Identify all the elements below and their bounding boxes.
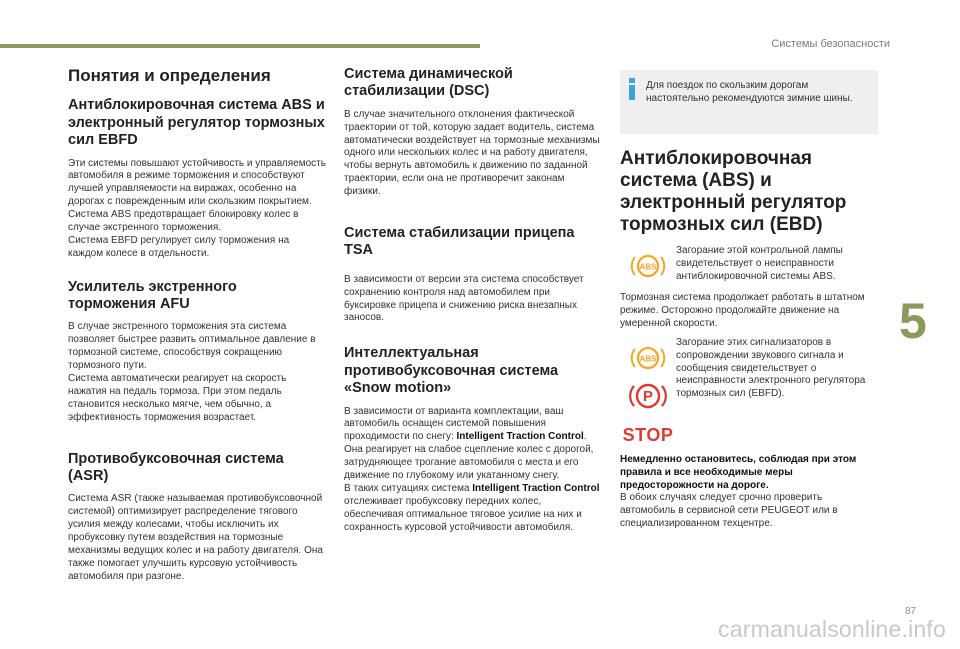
stop-warning-icon: STOP: [622, 424, 674, 445]
parking-brake-warning-icon: [628, 379, 668, 413]
svg-text:ABS: ABS: [639, 354, 657, 364]
asr-heading: Противобуксовочная система (ASR): [68, 450, 284, 484]
abs-warning-text: Загорание этой контрольной лампы свидетельствует о неисправности антиблокировочной системы ABS.: [676, 245, 843, 283]
abs-ebd-heading: Антиблокировочная система (ABS) и электронный регулятор тормозных сил (EBD): [620, 148, 847, 235]
column-right: [620, 70, 878, 531]
abs-warning-lamp-icon-2: [628, 343, 668, 373]
ebfd-warning-text: Загорание этих сигнализаторов в сопровождении звукового сигнала и сообщения свидетельствует о неисправности электронного регулятора тормозных сил (EBFD).: [676, 336, 866, 400]
tsa-heading: Система стабилизации прицепа TSA: [344, 225, 575, 259]
dsc-text: В случае значительного отклонения фактической траектории от той, которую задает водитель, система автоматически воздействует на тормозные механизмы одного или нескольких колес и на работу двигателя, чтобы вернуть автомобиль к движению по заданной траектории, если она не противоречит законам физики.: [344, 108, 600, 198]
ebfd-warning-row: [620, 337, 878, 446]
abs-ebfd-text: Эти системы повышают устойчивость и управляемость автомобиля в режиме торможения и способствуют лучшей управляемости на виражах, особенно на дорогах с поврежденным или скользким покрытием. Система ABS предотвращает блокировку колес в случае экстренного торможения. Система EBFD регулирует силу торможения на каждом колесе в отдельности.: [68, 157, 326, 259]
abs-warning-row: [620, 245, 878, 284]
svg-text:P: P: [642, 387, 654, 405]
dsc-heading: Система динамической стабилизации (DSC): [344, 66, 513, 100]
column-middle: [344, 66, 602, 534]
page-title: Понятия и определения: [68, 66, 271, 85]
abs-icon-label: ABS: [639, 262, 657, 272]
info-box: [620, 70, 878, 134]
watermark: carmanualsonline.info: [718, 616, 946, 642]
abs-warning-lamp-icon: [628, 251, 668, 281]
chapter-number: 5: [899, 293, 927, 349]
column-left: [68, 66, 326, 584]
asr-text: Система ASR (также называемая противобуксовочной системой) оптимизирует распределение тягового усилия между колесами, чтобы исключить их пробуксовку путем воздействия на тормозные механизмы ведущих колес и на работу двигателя. Она также помогает улучшить курсовую устойчивость автомобиля при разгоне.: [68, 493, 323, 582]
snow-motion-text: В зависимости от варианта комплектации, ваш автомобиль оснащен системой повышения проходимости по снегу: Intelligent Traction Control. Она реагирует на слабое сцепление колес с дорогой, затрудняющее трогание автомобиля с места и его движение по глубокому или укатанному снегу. В таких ситуациях система Intelligent Traction Control отслеживает пробуксовку передних колес, обеспечивая оптимальное тяговое усилие на них и сохранность курсовой устойчивости автомобиля.: [344, 405, 600, 533]
snow-motion-heading: Интеллектуальная противобуксовочная система «Snow motion»: [344, 345, 559, 397]
afu-heading: Усилитель экстренного торможения AFU: [68, 278, 237, 313]
info-icon: [628, 78, 636, 100]
abs-ebfd-heading: Антиблокировочная система ABS и электронный регулятор тормозных сил EBFD: [68, 97, 325, 149]
stop-instructions: Немедленно остановитесь, соблюдая при этом правила и все необходимые меры предосторожности на дороге. В обоих случаях следует срочно проверить автомобиль в сервисной сети PEUGEOT или в специализированном техцентре.: [620, 453, 857, 530]
page-number: 87: [905, 606, 917, 617]
afu-text: В случае экстренного торможения эта система позволяет быстрее развить оптимальное давление в тормозной системе, способствуя сокращению тормозного пути. Система автоматически реагирует на скорость нажатия на педаль тормоза. При этом педаль становится несколько мягче, чем обычно, а эффективность торможения возрастает.: [68, 321, 316, 423]
info-text: Для поездок по скользким дорогам настоятельно рекомендуются зимние шины.: [646, 80, 853, 104]
section-title: Системы безопасности: [771, 38, 890, 50]
tsa-text: В зависимости от версии эта система способствует сохранению контроля над автомобилем при буксировке прицепа и снижению риска внезапных заносов.: [344, 273, 584, 324]
brake-continue-text: Тормозная система продолжает работать в штатном режиме. Осторожно продолжайте движение на умеренной скорости.: [620, 292, 865, 329]
header-accent-bar: [0, 44, 480, 48]
